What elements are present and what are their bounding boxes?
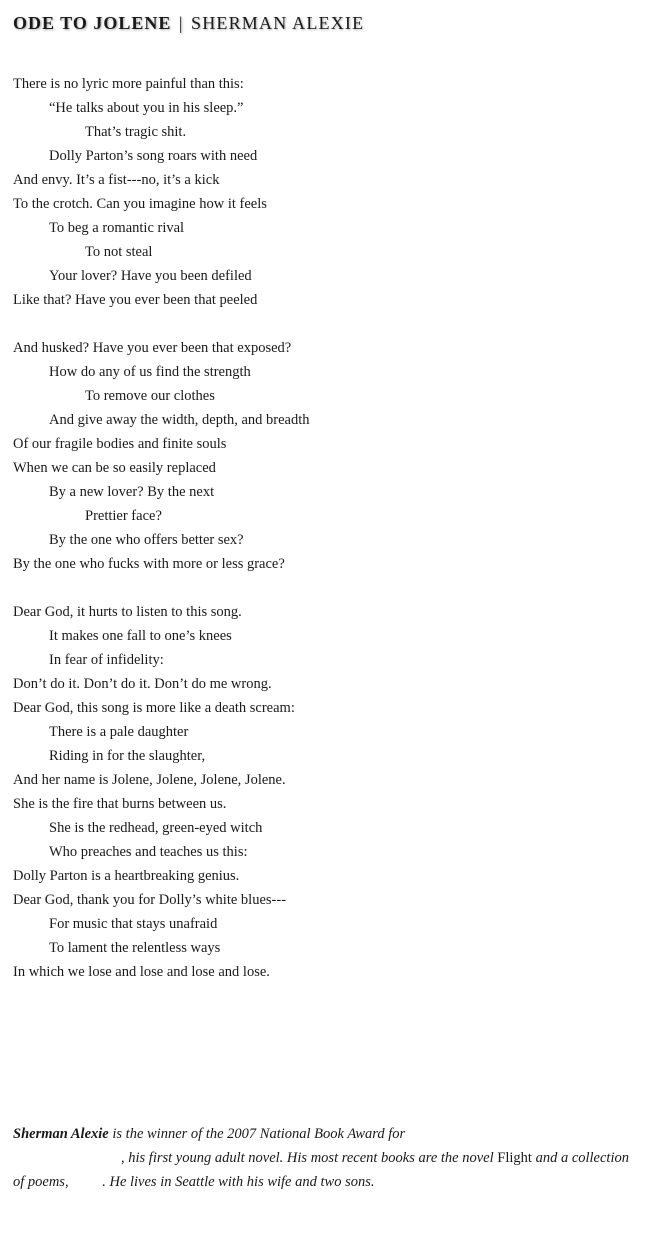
poem-line: Prettier face? [85, 508, 162, 524]
bio-text-2: , his first young adult novel. His most recent books are the novel [121, 1150, 498, 1166]
poem-line: Dear God, thank you for Dolly’s white blues--- [13, 892, 287, 908]
poem-line: Dolly Parton’s song roars with need [49, 148, 258, 164]
poem-line: To beg a romantic rival [49, 220, 185, 236]
poem-line: By a new lover? By the next [49, 484, 215, 500]
bio-author-name: Sherman Alexie [13, 1126, 109, 1142]
poem-line: How do any of us find the strength [49, 364, 251, 380]
poem-line: She is the fire that burns between us. [13, 796, 227, 812]
poem-line: To lament the relentless ways [49, 940, 221, 956]
poem-line: Like that? Have you ever been that peeled [13, 292, 258, 308]
poem-line: In fear of infidelity: [49, 652, 164, 668]
poem-line: And envy. It’s a fist---no, it’s a kick [13, 172, 220, 188]
bio-book-title: Flight [497, 1150, 532, 1166]
poem-line: Who preaches and teaches us this: [49, 844, 248, 860]
poem-line: Dear God, it hurts to listen to this song. [13, 604, 242, 620]
poem-line: For music that stays unafraid [49, 916, 218, 932]
header-separator: | [178, 13, 184, 33]
poem-line: And give away the width, depth, and breadth [49, 412, 310, 428]
poem-line: Dear God, this song is more like a death scream: [13, 700, 295, 716]
poem-line: That’s tragic shit. [85, 124, 187, 140]
poem-line: And her name is Jolene, Jolene, Jolene, Jolene. [13, 772, 286, 788]
poem-line: It makes one fall to one’s knees [49, 628, 232, 644]
stanza-1 [13, 72, 633, 312]
bio-text-4: . He lives in Seattle with his wife and two sons. [102, 1174, 375, 1190]
poem-line: There is a pale daughter [49, 724, 189, 740]
poem-line: And husked? Have you ever been that exposed? [13, 340, 292, 356]
poem-line: To remove our clothes [85, 388, 215, 404]
poem-line: To the crotch. Can you imagine how it feels [13, 196, 267, 212]
poem-line: Dolly Parton is a heartbreaking genius. [13, 868, 240, 884]
poem-line: By the one who fucks with more or less grace? [13, 556, 285, 572]
poem-line: There is no lyric more painful than this: [13, 76, 244, 92]
poem-line: Your lover? Have you been defiled [49, 268, 252, 284]
poem-author: SHERMAN ALEXIE [191, 13, 365, 33]
stanza-break [13, 576, 633, 600]
poem-line: In which we lose and lose and lose and lose. [13, 964, 270, 980]
bio-text-1: is the winner of the 2007 National Book Award for [108, 1126, 406, 1142]
stanza-3 [13, 600, 633, 984]
poem-line: By the one who offers better sex? [49, 532, 244, 548]
poem-line: Don’t do it. Don’t do it. Don’t do me wrong. [13, 676, 272, 692]
stanza-2 [13, 336, 633, 576]
poem-line: Riding in for the slaughter, [49, 748, 206, 764]
poem-line: When we can be so easily replaced [13, 460, 216, 476]
poem-line: “He talks about you in his sleep.” [49, 100, 244, 116]
poem-line: Of our fragile bodies and finite souls [13, 436, 227, 452]
poem-line: She is the redhead, green-eyed witch [49, 820, 263, 836]
poem-line: To not steal [85, 244, 153, 260]
poem-title: ODE TO JOLENE [13, 13, 172, 33]
poem-body [13, 72, 633, 984]
stanza-break [13, 312, 633, 336]
author-bio [13, 1122, 643, 1194]
poem-header [13, 13, 364, 34]
bio-text-3: and a collection of poems, [13, 1150, 629, 1190]
